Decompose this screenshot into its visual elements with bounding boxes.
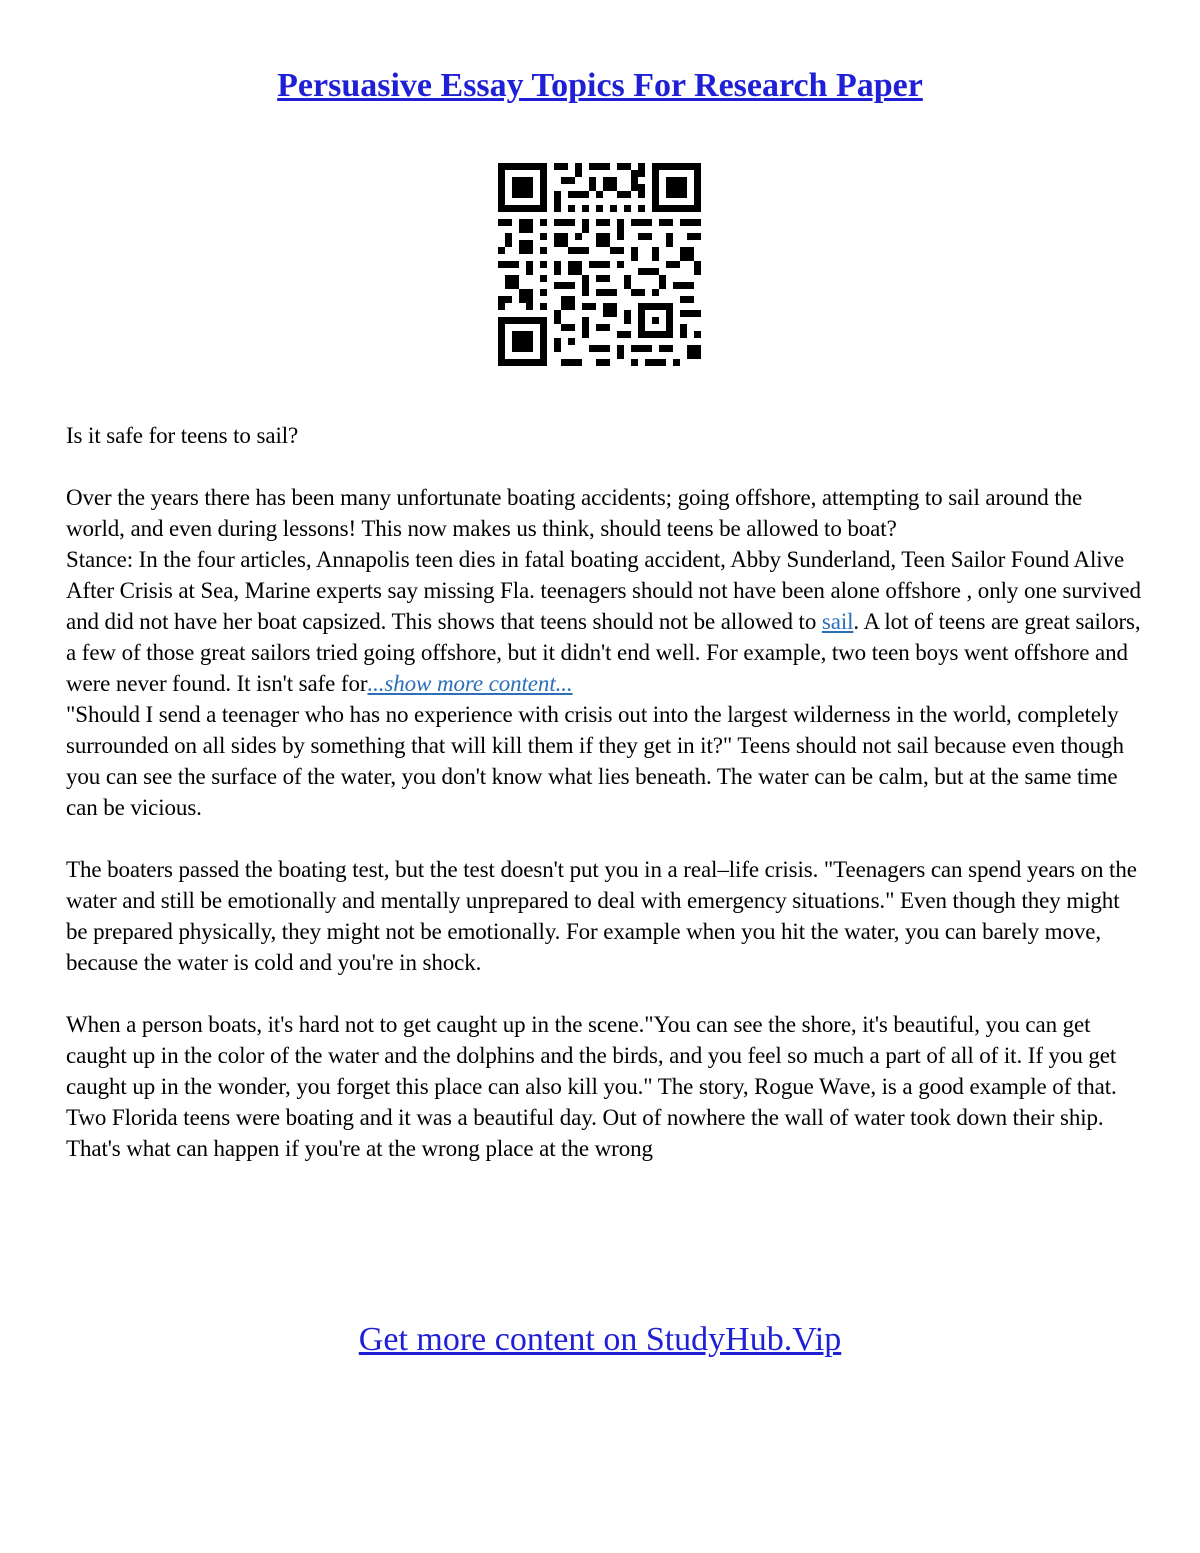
essay-paragraph-intro: Over the years there has been many unfortunate boating accidents; going offshore, attempting to sail around the world, and even during lessons! This now makes us think, should teens be allowed to boat? bbox=[66, 485, 1083, 541]
essay-paragraph-quote: "Should I send a teenager who has no experience with crisis out into the largest wilderness in the world, completely surrounded on all sides by something that will kill them if they get in it?" Teens should not sail because even though you can see the surface of the water, you don't know what lies beneath. The water can be calm, but at the same time can be vicious. bbox=[66, 702, 1124, 820]
show-more-content-link[interactable]: ...show more content... bbox=[367, 671, 573, 696]
paragraph-spacer bbox=[66, 823, 1146, 854]
paragraph-spacer bbox=[66, 978, 1146, 1009]
essay-paragraph-test: The boaters passed the boating test, but the test doesn't put you in a real–life crisis. "Teenagers can spend years on the water and still be emotionally and mentally unprepared to deal with emergency situations." Even though they might be prepared physically, they might not be emotionally. For example when you hit the water, you can barely move, because the water is cold and you're in shock. bbox=[66, 857, 1137, 975]
essay-question: Is it safe for teens to sail? bbox=[66, 423, 299, 448]
document-title-container bbox=[0, 62, 1200, 110]
document-title-link[interactable]: Persuasive Essay Topics For Research Paper bbox=[277, 67, 923, 104]
footer-container bbox=[0, 1318, 1200, 1362]
studyhub-footer-link[interactable]: Get more content on StudyHub.Vip bbox=[358, 1321, 842, 1358]
essay-paragraph-scene: When a person boats, it's hard not to get caught up in the scene."You can see the shore, it's beautiful, you can get caught up in the color of the water and the dolphins and the birds, and you feel so much a part of all of it. If you get caught up in the wonder, you forget this place can also kill you." The story, Rogue Wave, is a good example of that. Two Florida teens were boating and it was a beautiful day. Out of nowhere the wall of water took down their ship. That's what can happen if you're at the wrong place at the wrong bbox=[66, 1012, 1117, 1161]
paragraph-spacer bbox=[66, 451, 1146, 482]
qr-code-icon bbox=[498, 163, 701, 366]
sail-link[interactable]: sail bbox=[821, 609, 854, 634]
essay-body bbox=[66, 420, 1146, 1164]
essay-paragraph-stance bbox=[66, 544, 1146, 699]
stance-text-after-link: . A lot of teens are great sailors, a few of those great sailors tried going offshore, but it didn't end well. For example, two teen boys went offshore and were never found. It isn't safe for bbox=[66, 609, 1141, 696]
stance-text-before-link: Stance: In the four articles, Annapolis teen dies in fatal boating accident, Abby Sunderland, Teen Sailor Found Alive After Crisis at Sea, Marine experts say missing Fla. teenagers should not have been alone offshore , only one survived and did not have her boat capsized. This shows that teens should not be allowed to bbox=[66, 547, 1141, 634]
